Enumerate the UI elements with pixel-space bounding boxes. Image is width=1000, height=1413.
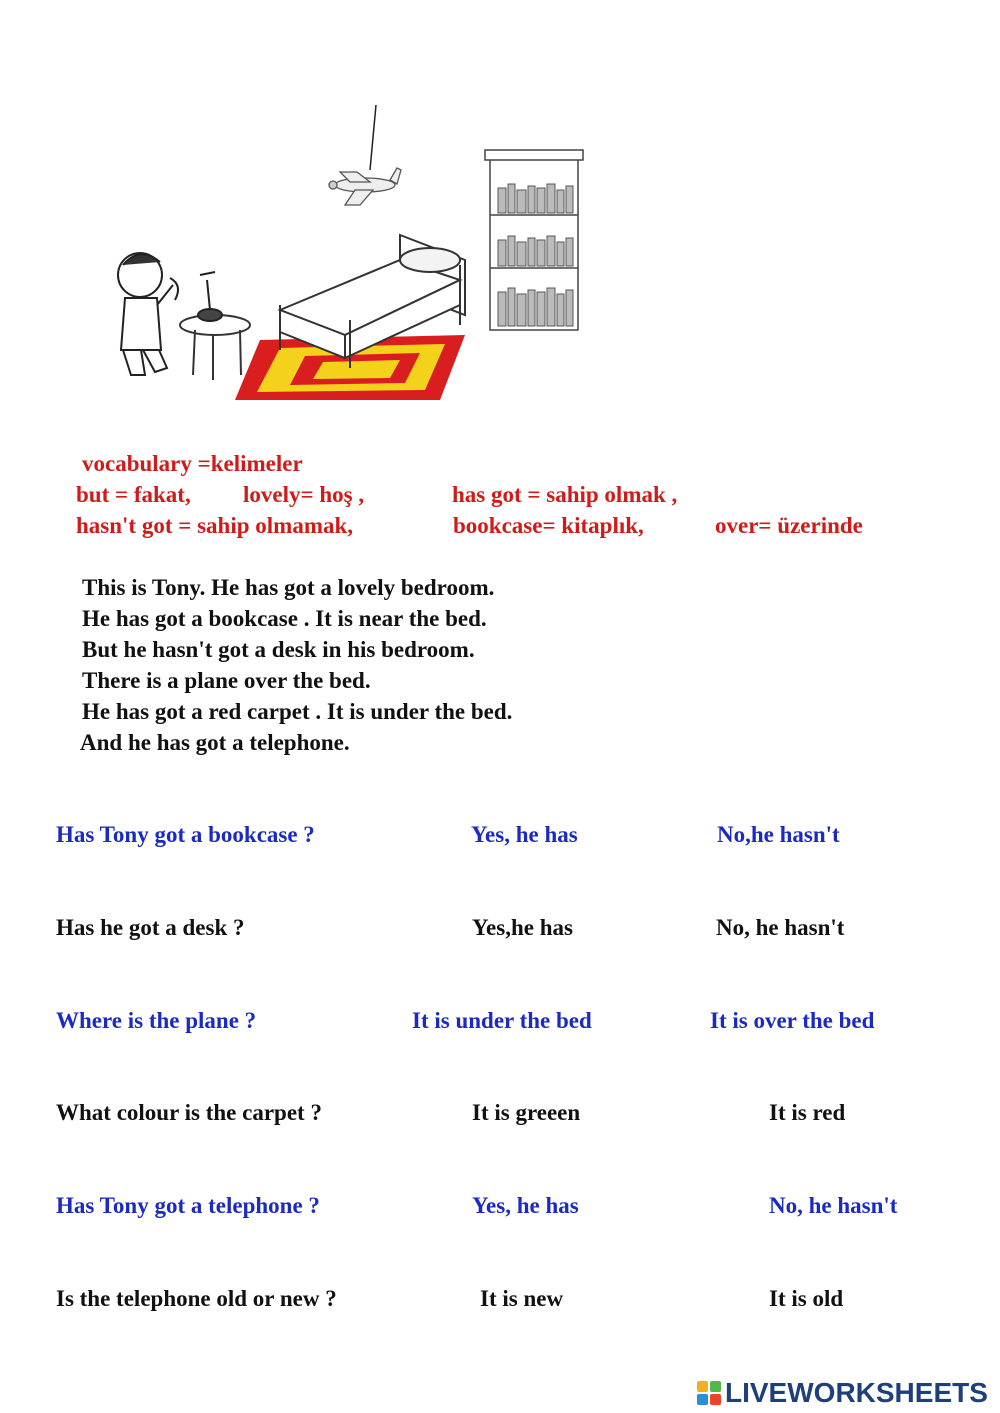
vocabulary-heading: vocabulary =kelimeler: [82, 451, 303, 476]
story-line: And he has got a telephone.: [80, 730, 350, 755]
boy-icon: [118, 253, 178, 375]
bookcase-icon: [485, 150, 583, 330]
answer-option-2a[interactable]: Yes,he has: [472, 915, 573, 940]
answer-option-3a[interactable]: It is under the bed: [412, 1008, 592, 1033]
answer-option-4a[interactable]: It is greeen: [472, 1100, 581, 1125]
vocab-hasnt-got: hasn't got = sahip olmamak,: [76, 513, 354, 538]
answer-option-6b[interactable]: It is old: [769, 1286, 844, 1311]
bedroom-illustration: [95, 100, 615, 420]
vocab-has-got: has got = sahip olmak ,: [452, 482, 678, 507]
story-line: But he hasn't got a desk in his bedroom.: [82, 637, 475, 662]
small-table-icon: [180, 315, 250, 380]
story-line: This is Tony. He has got a lovely bedroom.: [82, 575, 495, 600]
question-5: Has Tony got a telephone ?: [56, 1193, 320, 1218]
answer-option-1b[interactable]: No,he hasn't: [717, 822, 840, 847]
toy-plane-icon: [329, 168, 401, 205]
question-2: Has he got a desk ?: [56, 915, 245, 940]
answer-option-6a[interactable]: It is new: [480, 1286, 564, 1311]
logo-blocks-icon: [697, 1381, 721, 1405]
telephone-icon: [198, 272, 222, 321]
answer-option-5a[interactable]: Yes, he has: [472, 1193, 579, 1218]
story-line: He has got a bookcase . It is near the bed.: [82, 606, 487, 631]
brand-text: LIVEWORKSHEETS: [725, 1377, 988, 1408]
answer-option-3b[interactable]: It is over the bed: [710, 1008, 875, 1033]
answer-option-5b[interactable]: No, he hasn't: [769, 1193, 898, 1218]
vocab-bookcase: bookcase= kitaplık,: [453, 513, 644, 538]
question-3: Where is the plane ?: [56, 1008, 257, 1033]
vocab-over: over= üzerinde: [715, 513, 863, 538]
answer-option-1a[interactable]: Yes, he has: [471, 822, 578, 847]
vocab-but: but = fakat,: [76, 482, 191, 507]
story-line: He has got a red carpet . It is under the bed.: [82, 699, 513, 724]
question-1: Has Tony got a bookcase ?: [56, 822, 315, 847]
question-6: Is the telephone old or new ?: [56, 1286, 337, 1311]
answer-option-2b[interactable]: No, he hasn't: [716, 915, 845, 940]
vocab-lovely: lovely= hoş ,: [243, 482, 365, 507]
question-4: What colour is the carpet ?: [56, 1100, 322, 1125]
answer-option-4b[interactable]: It is red: [769, 1100, 846, 1125]
story-line: There is a plane over the bed.: [82, 668, 371, 693]
liveworksheets-logo[interactable]: [697, 1378, 988, 1408]
